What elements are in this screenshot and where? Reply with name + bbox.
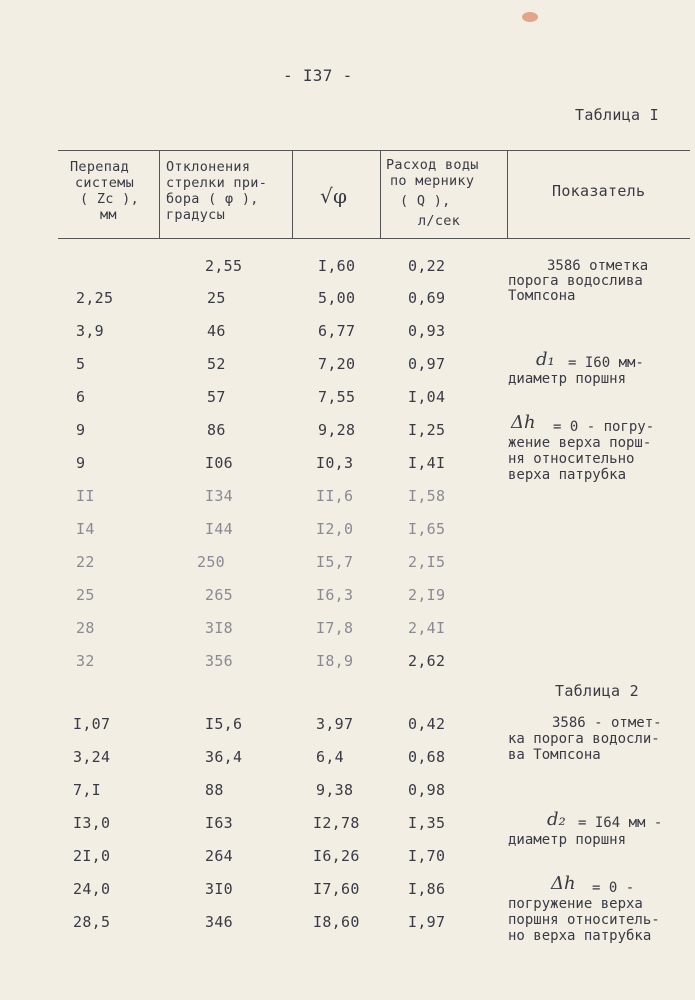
header-col1-line4: мм	[100, 207, 117, 223]
cell-drop: II	[76, 487, 95, 505]
header-top-rule	[58, 150, 690, 151]
header-col3: √φ	[320, 184, 348, 208]
cell-deviation: 36,4	[205, 748, 243, 766]
cell-flow: 0,22	[408, 257, 446, 275]
cell-flow: I,70	[408, 847, 446, 865]
cell-flow: 0,42	[408, 715, 446, 733]
cell-deviation: 88	[205, 781, 224, 799]
note-line: 3586 - отмет-	[552, 715, 662, 731]
table1-title: Таблица I	[575, 106, 659, 124]
cell-deviation: I44	[205, 520, 233, 538]
cell-sqrt: I6,3	[316, 586, 354, 604]
note-line: = 0 - погру-	[553, 419, 655, 435]
col-divider-3	[380, 150, 381, 239]
note-line: верха патрубка	[508, 467, 627, 483]
cell-sqrt: I5,7	[316, 553, 354, 571]
symbol-d2: d₂	[547, 809, 566, 830]
header-col2-line3: бора ( φ ),	[166, 191, 259, 207]
cell-flow: 2,4I	[408, 619, 446, 637]
cell-sqrt: I0,3	[316, 454, 354, 472]
cell-flow: I,25	[408, 421, 446, 439]
cell-sqrt: 6,4	[316, 748, 344, 766]
cell-deviation: 356	[205, 652, 233, 670]
cell-drop: I4	[76, 520, 95, 538]
cell-flow: 0,69	[408, 289, 446, 307]
cell-flow: 0,93	[408, 322, 446, 340]
header-col1-line2: системы	[75, 175, 134, 191]
header-col1-line1: Перепад	[70, 159, 129, 175]
header-col4-line1: Расход воды	[386, 157, 479, 173]
cell-sqrt: 9,28	[318, 421, 356, 439]
cell-drop: 9	[76, 454, 86, 472]
cell-drop: 32	[76, 652, 95, 670]
cell-sqrt: I6,26	[313, 847, 360, 865]
cell-drop: 5	[76, 355, 86, 373]
header-col2-line4: градусы	[166, 207, 225, 223]
cell-drop: 24,0	[73, 880, 111, 898]
cell-deviation: I5,6	[205, 715, 243, 733]
cell-drop: 2,25	[76, 289, 114, 307]
cell-drop: 3,24	[73, 748, 111, 766]
cell-flow: I,65	[408, 520, 446, 538]
cell-drop: 2I,0	[73, 847, 111, 865]
page-number: - I37 -	[283, 66, 353, 85]
cell-drop: 7,I	[73, 781, 101, 799]
header-col4-line3: ( Q ),	[400, 193, 451, 209]
cell-deviation: 346	[205, 913, 233, 931]
cell-flow: I,4I	[408, 454, 446, 472]
cell-flow: 2,62	[408, 652, 446, 670]
cell-flow: I,04	[408, 388, 446, 406]
cell-drop: 25	[76, 586, 95, 604]
note-line: погружение верха	[508, 896, 643, 912]
header-col1-line3: ( Zc ),	[80, 191, 139, 207]
cell-deviation: 250	[197, 553, 225, 571]
note-line: порога водослива	[508, 273, 643, 289]
header-col5: Показатель	[552, 182, 646, 200]
cell-sqrt: I2,0	[316, 520, 354, 538]
cell-drop: I,07	[73, 715, 111, 733]
cell-sqrt: 6,77	[318, 322, 356, 340]
cell-drop: 22	[76, 553, 95, 571]
cell-drop: 3,9	[76, 322, 104, 340]
note-line: но верха патрубка	[508, 928, 652, 944]
header-col4-line4: л/сек	[418, 213, 461, 229]
cell-sqrt: 7,55	[318, 388, 356, 406]
header-col4-line2: по мернику	[390, 173, 475, 189]
cell-deviation: 57	[207, 388, 226, 406]
cell-sqrt: 5,00	[318, 289, 356, 307]
stain-mark	[522, 12, 538, 22]
cell-sqrt: I7,8	[316, 619, 354, 637]
cell-deviation: I34	[205, 487, 233, 505]
cell-flow: I,35	[408, 814, 446, 832]
cell-deviation: 3I8	[205, 619, 233, 637]
cell-drop: 9	[76, 421, 86, 439]
cell-deviation: 265	[205, 586, 233, 604]
header-bottom-rule	[58, 238, 690, 239]
cell-sqrt: I,60	[318, 257, 356, 275]
cell-drop: 28	[76, 619, 95, 637]
cell-flow: 2,I5	[408, 553, 446, 571]
cell-sqrt: 7,20	[318, 355, 356, 373]
note-line: Томпсона	[508, 288, 576, 304]
col-divider-1	[159, 150, 160, 239]
cell-sqrt: I7,60	[313, 880, 360, 898]
col-divider-4	[507, 150, 508, 239]
cell-sqrt: I8,9	[316, 652, 354, 670]
cell-sqrt: 3,97	[316, 715, 354, 733]
cell-deviation: 52	[207, 355, 226, 373]
cell-deviation: I06	[205, 454, 233, 472]
table2-title: Таблица 2	[555, 682, 639, 700]
symbol-d1: d₁	[536, 349, 555, 370]
cell-drop: 28,5	[73, 913, 111, 931]
cell-drop: 6	[76, 388, 86, 406]
cell-sqrt: 9,38	[316, 781, 354, 799]
note-line: ня относительно	[508, 451, 635, 467]
cell-deviation: 2,55	[205, 257, 243, 275]
note-line: ка порога водосли-	[508, 731, 660, 747]
cell-sqrt: II,6	[316, 487, 354, 505]
note-line: 3586 отметка	[547, 258, 649, 274]
cell-deviation: I63	[205, 814, 233, 832]
cell-flow: 0,68	[408, 748, 446, 766]
cell-deviation: 3I0	[205, 880, 233, 898]
cell-drop: I3,0	[73, 814, 111, 832]
note-line: = 0 -	[592, 880, 635, 896]
cell-flow: I,86	[408, 880, 446, 898]
note-line: = I64 мм -	[578, 815, 663, 831]
header-col2-line2: стрелки при-	[166, 175, 268, 191]
note-line: = I60 мм-	[568, 355, 644, 371]
cell-sqrt: I2,78	[313, 814, 360, 832]
col-divider-2	[292, 150, 293, 239]
cell-flow: 2,I9	[408, 586, 446, 604]
cell-flow: I,58	[408, 487, 446, 505]
cell-deviation: 25	[207, 289, 226, 307]
note-line: диаметр поршня	[508, 832, 627, 848]
cell-deviation: 46	[207, 322, 226, 340]
symbol-delta-h: Δh	[511, 412, 536, 433]
note-line: диаметр поршня	[508, 371, 627, 387]
symbol-delta-h: Δh	[551, 873, 576, 894]
note-line: ва Томпсона	[508, 747, 601, 763]
header-col2-line1: Отклонения	[166, 159, 251, 175]
note-line: поршня относитель-	[508, 912, 660, 928]
cell-flow: 0,98	[408, 781, 446, 799]
cell-flow: 0,97	[408, 355, 446, 373]
cell-deviation: 264	[205, 847, 233, 865]
cell-sqrt: I8,60	[313, 913, 360, 931]
cell-deviation: 86	[207, 421, 226, 439]
note-line: жение верха порш-	[508, 435, 652, 451]
cell-flow: I,97	[408, 913, 446, 931]
